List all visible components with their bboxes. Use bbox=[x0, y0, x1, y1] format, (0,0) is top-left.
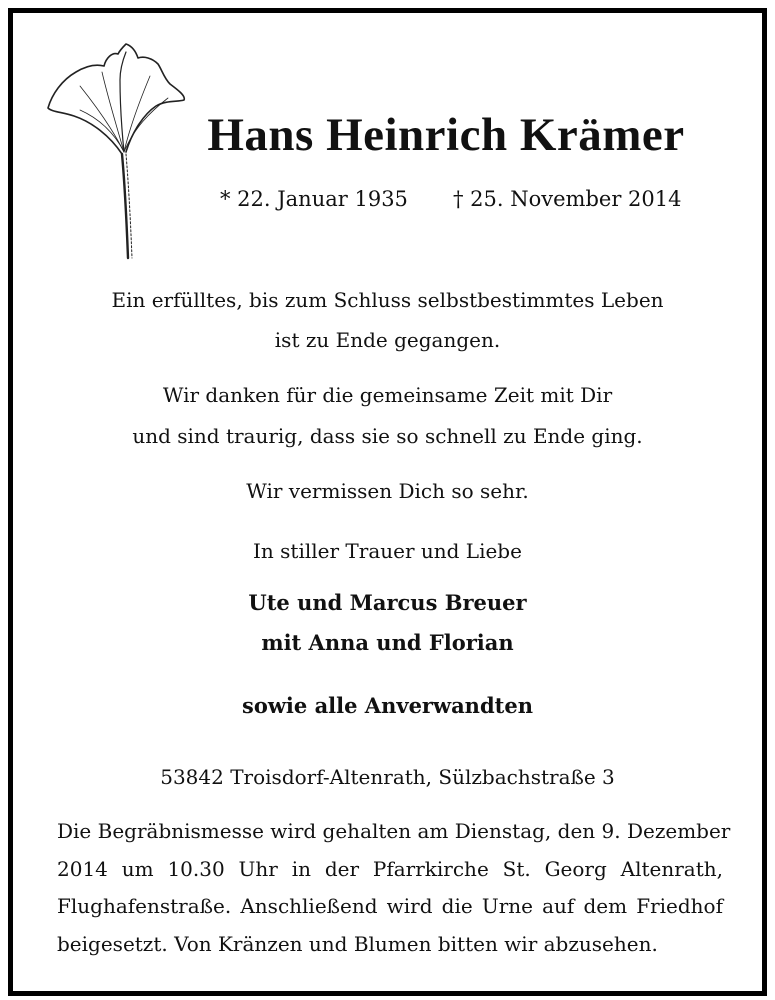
mourner-names: mit Anna und Florian bbox=[261, 630, 514, 655]
birth-date: * 22. Januar 1935 bbox=[220, 187, 408, 211]
memorial-text-line: und sind traurig, dass sie so schnell zu Ende ging. bbox=[132, 424, 643, 448]
funeral-notice-line: 2014 um 10.30 Uhr in der Pfarrkirche St. Georg Altenrath, bbox=[57, 856, 723, 881]
memorial-text-line: Ein erfülltes, bis zum Schluss selbstbestimmtes Leben bbox=[111, 288, 664, 312]
deceased-name: Hans Heinrich Krämer bbox=[207, 109, 685, 161]
memorial-text-line: Wir danken für die gemeinsame Zeit mit Dir bbox=[162, 383, 613, 407]
funeral-notice-line: Flughafenstraße. Anschließend wird die Urne auf dem Friedhof bbox=[57, 894, 723, 918]
ginkgo-leaf-icon bbox=[40, 36, 200, 266]
memorial-text-line: ist zu Ende gegangen. bbox=[274, 328, 501, 352]
funeral-notice bbox=[57, 813, 731, 963]
mourner-names: Ute und Marcus Breuer bbox=[248, 590, 527, 615]
relatives-line: sowie alle Anverwandten bbox=[242, 693, 533, 718]
funeral-notice-line: Die Begräbnismesse wird gehalten am Dienstag, den 9. Dezember bbox=[57, 819, 731, 843]
mourner-address: 53842 Troisdorf-Altenrath, Sülzbachstraße 3 bbox=[160, 765, 615, 789]
funeral-notice-line: beigesetzt. Von Kränzen und Blumen bitten wir abzusehen. bbox=[57, 931, 658, 956]
death-date: † 25. November 2014 bbox=[453, 187, 682, 211]
mourning-intro: In stiller Trauer und Liebe bbox=[253, 539, 522, 563]
memorial-text-line: Wir vermissen Dich so sehr. bbox=[246, 479, 529, 503]
